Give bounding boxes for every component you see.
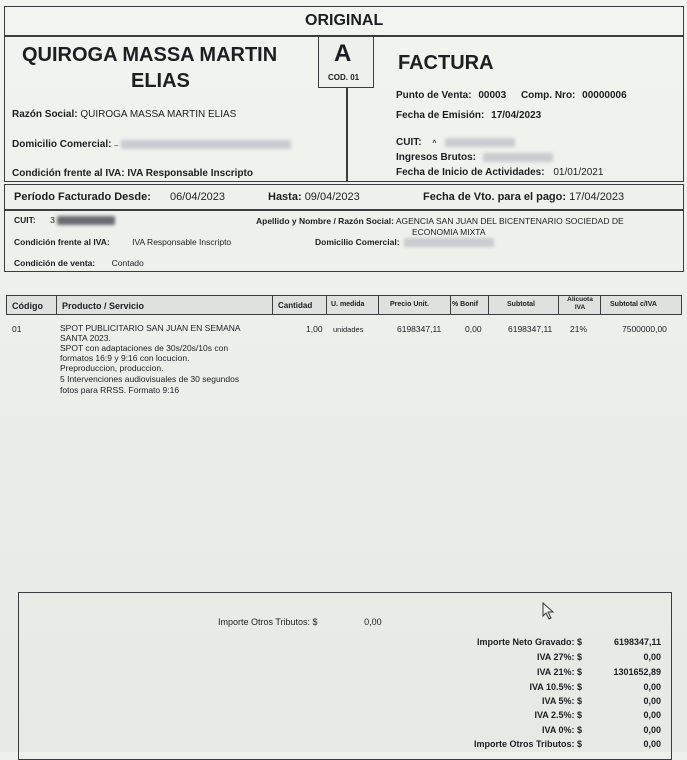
invoice-letter: A <box>334 40 352 67</box>
total-label-7: Importe Otros Tributos: $ <box>473 739 582 749</box>
condicion-value: IVA Responsable Inscripto <box>127 168 253 179</box>
client-cuit <box>14 215 115 225</box>
total-value-5: 0,00 <box>643 710 661 720</box>
fecha-emision <box>396 110 541 121</box>
punto-venta <box>396 90 627 101</box>
issuer-domicilio <box>12 139 291 150</box>
row-precio: 6198347,11 <box>397 324 442 334</box>
row-desc-0: SPOT PUBLICITARIO SAN JUAN EN SEMANA <box>60 323 241 333</box>
client-domicilio-redaction <box>404 238 494 247</box>
desde-value: 06/04/2023 <box>169 191 226 203</box>
col-alicuota: Alicuota IVA <box>567 296 593 311</box>
comp-nro-label: Comp. Nro: <box>520 90 576 101</box>
client-domicilio <box>315 237 494 247</box>
row-subtotal-iva: 7500000,00 <box>622 324 667 334</box>
otros-tributos-left <box>218 617 382 627</box>
row-cantidad: 1,00 <box>306 324 323 334</box>
domicilio-redaction <box>121 140 291 149</box>
ingresos-label: Ingresos Brutos: <box>396 152 477 163</box>
row-alicuota: 21% <box>570 324 588 334</box>
ingresos-redaction <box>483 153 553 162</box>
cuit-label: CUIT: <box>396 137 422 148</box>
otros-tributos-value: 0,00 <box>364 617 382 627</box>
total-label-6: IVA 0%: $ <box>541 725 582 735</box>
hasta-label: Hasta: <box>268 191 302 203</box>
col-subtotal-iva: Subtotal c/IVA <box>610 301 657 308</box>
col-subtotal: Subtotal <box>507 301 535 308</box>
client-nombre-line1: AGENCIA SAN JUAN DEL BICENTENARIO SOCIEDAD DE <box>395 216 624 226</box>
cuit-value: ^ <box>432 140 437 147</box>
issuer-name-line1: QUIROGA MASSA MARTIN <box>22 44 278 66</box>
client-venta-label: Condición de venta: <box>14 258 96 268</box>
col-bonif: % Bonif <box>452 301 479 308</box>
total-label-4: IVA 5%: $ <box>541 696 582 706</box>
client-nombre-label: Apellido y Nombre / Razón Social: <box>256 216 394 226</box>
period-desde <box>14 191 225 203</box>
col-producto: Producto / Servicio <box>62 301 145 311</box>
razon-social-value: QUIROGA MASSA MARTIN ELIAS <box>80 109 237 120</box>
row-desc-5: 5 Intervenciones audiovisuales de 30 segundos <box>60 374 240 384</box>
punto-venta-label: Punto de Venta: <box>396 90 472 101</box>
row-desc-2: SPOT con adaptaciones de 30s/20s/10s con <box>60 343 229 353</box>
col-precio: Precio Unit. <box>390 301 429 308</box>
otros-tributos-label: Importe Otros Tributos: $ <box>218 617 318 627</box>
col-codigo: Código <box>12 301 43 311</box>
client-nombre-line2: ECONOMIA MIXTA <box>412 227 486 237</box>
total-value-7: 0,00 <box>643 739 661 749</box>
client-domicilio-label: Domicilio Comercial: <box>315 237 400 247</box>
row-unidad: unidades <box>333 325 364 334</box>
total-value-6: 0,00 <box>643 725 661 735</box>
row-subtotal: 6198347,11 <box>508 324 553 334</box>
inicio-label: Fecha de Inicio de Actividades: <box>396 167 545 178</box>
row-desc-4: Preproduccion, produccion. <box>60 363 164 373</box>
inicio-value: 01/01/2021 <box>553 167 604 178</box>
row-bonif: 0,00 <box>465 324 482 334</box>
desde-label: Período Facturado Desde: <box>14 191 151 203</box>
ingresos-brutos <box>396 152 553 163</box>
original-label: ORIGINAL <box>305 12 384 29</box>
total-value-1: 0,00 <box>643 652 661 662</box>
row-desc-6: fotos para RRSS. Formato 9:16 <box>60 385 180 395</box>
client-condicion-value: IVA Responsable Inscripto <box>132 237 232 247</box>
total-label-2: IVA 21%: $ <box>536 667 582 677</box>
issuer-razon-social <box>12 109 236 120</box>
client-nombre <box>256 216 624 226</box>
razon-social-label: Razón Social: <box>12 109 78 120</box>
client-cuit-redaction <box>57 216 115 225</box>
issuer-name-line2: ELIAS <box>131 70 190 92</box>
row-codigo: 01 <box>12 324 22 334</box>
total-value-3: 0,00 <box>643 682 661 692</box>
punto-venta-value: 00003 <box>478 90 507 101</box>
hasta-value: 09/04/2023 <box>304 191 360 203</box>
vto-value: 17/04/2023 <box>569 191 625 203</box>
invoice-cod: COD. 01 <box>328 73 360 82</box>
client-cuit-label: CUIT: <box>14 215 36 225</box>
client-cuit-value: 3 <box>50 215 55 225</box>
total-label-0: Importe Neto Gravado: $ <box>476 637 582 647</box>
client-venta <box>14 258 144 268</box>
domicilio-value: – <box>114 142 119 149</box>
cuit-redaction <box>445 138 515 147</box>
total-label-3: IVA 10.5%: $ <box>529 682 582 692</box>
client-condicion-label: Condición frente al IVA: <box>14 237 110 247</box>
col-cantidad: Cantidad <box>278 301 313 310</box>
row-desc-1: SANTA 2023. <box>60 333 111 343</box>
domicilio-label: Domicilio Comercial: <box>12 139 112 150</box>
col-umedida: U. medida <box>331 301 365 308</box>
cursor-icon <box>542 602 554 625</box>
total-label-1: IVA 27%: $ <box>536 652 582 662</box>
document-title: FACTURA <box>398 52 494 74</box>
header-divider <box>346 88 348 182</box>
issuer-condicion <box>12 168 253 179</box>
period-vto <box>423 191 624 203</box>
vto-label: Fecha de Vto. para el pago: <box>423 191 567 203</box>
client-condicion <box>14 237 231 247</box>
total-value-0: 6198347,11 <box>613 637 661 647</box>
fecha-emision-value: 17/04/2023 <box>491 110 542 121</box>
total-value-2: 1301652,89 <box>613 667 661 677</box>
inicio-actividades <box>396 167 603 178</box>
period-hasta <box>268 191 360 203</box>
total-value-4: 0,00 <box>643 696 661 706</box>
issuer-cuit <box>396 137 515 148</box>
total-label-5: IVA 2.5%: $ <box>534 710 582 720</box>
comp-nro-value: 00000006 <box>582 90 627 101</box>
row-desc-3: formatos 16:9 y 9:16 con locucion. <box>60 353 190 363</box>
fecha-emision-label: Fecha de Emisión: <box>396 110 485 121</box>
client-venta-value: Contado <box>111 258 144 268</box>
condicion-label: Condición frente al IVA: <box>12 168 125 179</box>
